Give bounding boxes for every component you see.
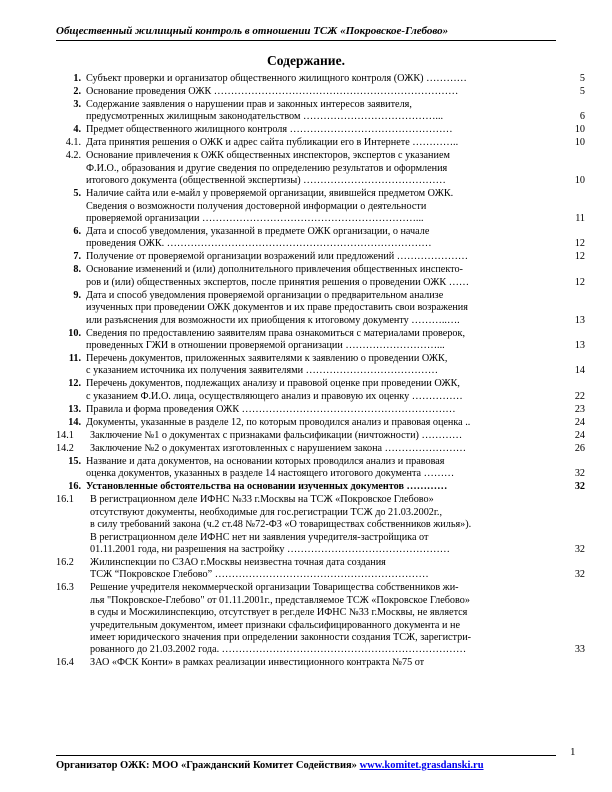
toc-entry-number: 16.1 xyxy=(56,494,74,506)
toc-entry-text: В регистрационном деле ИФНС нет ни заявления учредителя-застройщика от xyxy=(90,531,429,543)
toc-entry xyxy=(60,124,585,136)
toc-entry-text: Предмет общественного жилищного контроля ………………………………………… xyxy=(86,124,453,136)
toc-entry-text: Субъект проверки и организатор общественного жилищного контроля (ОЖК) ………… xyxy=(86,73,467,84)
toc-entry-text: Дата и способ уведомления проверяемой организации о предварительном анализе xyxy=(86,289,444,301)
toc-entry-number: 14.1 xyxy=(56,429,74,441)
toc-entry-text: проведенных ГЖИ в отношении проверяемой организации ………………………... xyxy=(86,340,445,352)
toc-entry-number: 15. xyxy=(68,455,81,467)
toc-entry-page: 26 xyxy=(574,442,585,454)
toc-entry-page: 32 xyxy=(574,569,585,581)
toc-entry-text: Сведения по предоставлению заявителям права ознакомиться с материалами проверок, xyxy=(86,327,465,339)
toc-entry-text: Название и дата документов, на основании которых проводился анализ и правовая xyxy=(86,455,445,467)
toc-entry-text: Перечень документов, приложенных заявителями к заявлению о проведении ОЖК, xyxy=(86,353,448,365)
toc-entry-number: 1. xyxy=(73,73,81,84)
toc-entry-page xyxy=(551,657,585,669)
toc-entry-page: 23 xyxy=(574,403,585,415)
toc-entry xyxy=(60,86,585,98)
toc-entry-text: в суды и Мосжилинспекцию, отсутствует в рег.деле ИФНС №33 г.Москвы, не является xyxy=(90,607,468,619)
toc-entry-page: 22 xyxy=(574,390,585,402)
toc-entry-page: 10 xyxy=(574,137,585,149)
toc-entry-text: Основание проведения ОЖК ……………………………………………………………… xyxy=(86,86,459,97)
toc-entry-text: или разъяснения для возможности их приобщения к итоговому документу ………..…. xyxy=(86,314,460,326)
footer-site-link[interactable]: www.komitet.grasdanski.ru xyxy=(359,760,484,771)
toc-entry-number: 16.4 xyxy=(56,657,74,669)
toc-entry xyxy=(56,657,585,669)
footer-organizer: Организатор ОЖК: МОО «Гражданский Комитет Содействия» xyxy=(56,760,357,771)
toc-entry-text: Наличие сайта или е-майл у проверяемой организации, явившейся предметом ОЖК. xyxy=(86,188,454,200)
toc-entry-text: В регистрационном деле ИФНС №33 г.Москвы на ТСЖ «Покровское Глебово» xyxy=(90,494,434,506)
toc-entry xyxy=(60,290,585,327)
toc-entry xyxy=(56,429,585,442)
toc-entry-text: лья "Покровское-Глебово" от 01.11.2001г., представляемое ТСЖ «Покровское Глебово» xyxy=(90,594,470,606)
toc-entry-text: Заключение №2 о документах изготовленных с нарушением закона …………………… xyxy=(90,442,467,454)
toc-entry xyxy=(56,442,585,455)
toc-entry-number: 11. xyxy=(68,353,81,365)
toc-entry-page: 5 xyxy=(579,86,585,97)
toc-entry xyxy=(56,582,585,656)
toc-entry xyxy=(60,404,585,416)
page-footer xyxy=(56,755,556,773)
toc-entry-text: Перечень документов, подлежащих анализу и правовой оценке при проведении ОЖК, xyxy=(86,378,460,390)
toc-entry-text: проведения ОЖК. …………………………………………………………………… xyxy=(86,238,432,250)
toc-entry-number: 8. xyxy=(73,264,81,276)
toc-entry-text: Решение учредителя некоммерческой организации Товарищества собственников жи- xyxy=(90,582,459,594)
toc-entry xyxy=(60,137,585,149)
toc-entry-page: 13 xyxy=(574,340,585,352)
toc-entry-text: Установленные обстоятельства на основании изученных документов ………… xyxy=(86,481,448,493)
toc-entry-page: 10 xyxy=(574,124,585,136)
toc-entry-number: 2. xyxy=(73,86,81,97)
toc-entry-number: 9. xyxy=(73,289,81,301)
toc-entry-page: 32 xyxy=(574,468,585,480)
toc-entry-text: Содержание заявления о нарушении прав и законных интересов заявителя, xyxy=(86,99,412,110)
toc-entry-number: 16.3 xyxy=(56,582,74,594)
toc-entry-page: 12 xyxy=(574,238,585,250)
toc-entry-text: Правила и форма проведения ОЖК ……………………………………………………… xyxy=(86,403,456,415)
toc-entry-page: 10 xyxy=(574,175,585,187)
running-header: Общественный жилищный контроль в отношении ТСЖ «Покровское-Глебово» xyxy=(56,24,556,41)
toc-entry xyxy=(60,417,585,429)
toc-entry xyxy=(60,264,585,289)
toc-entry xyxy=(60,378,585,403)
toc-entry-page: 24 xyxy=(574,416,585,428)
toc-entry xyxy=(60,251,585,263)
toc-entry-text: имеет юридического значения при определении законности создания ТСЖ, зарегистри- xyxy=(90,631,472,643)
toc-entry-text: ЗАО «ФСК Конти» в рамках реализации инвестиционного контракта №75 от xyxy=(90,657,425,669)
toc-entry-text: 01.11.2001 года, ни разрешения на застройку ………………………………………… xyxy=(90,543,450,555)
toc-entry xyxy=(60,481,585,493)
page-title: Содержание. xyxy=(267,53,345,68)
toc-entry-text: Ф.И.О., образования и другие сведения по определению результатов и оформления xyxy=(86,162,448,174)
toc-entry-text: изученных при проведении ОЖК документов и их праве предоставить свои возражения xyxy=(86,302,468,314)
toc-entry-text: Основание привлечения к ОЖК общественных инспекторов, экспертов с указанием xyxy=(86,150,450,162)
toc-entry-text: с указанием источника их получения заявителями ………………………………… xyxy=(86,365,439,377)
toc-entry-number: 16.2 xyxy=(56,556,74,568)
toc-entry-text: оценка документов, указанных в разделе 14 настоящего итогового документа ……… xyxy=(86,468,455,480)
toc-entry-number: 12. xyxy=(68,378,81,390)
toc-entry-number: 5. xyxy=(73,188,81,200)
toc-entry xyxy=(60,188,585,225)
toc-entry xyxy=(60,328,585,353)
toc-entry xyxy=(60,73,585,85)
toc-entry xyxy=(60,456,585,481)
toc-entry-number: 6. xyxy=(73,226,81,238)
toc-entry-text: Заключение №1 о документах с признаками фальсификации (ничтожности) ………… xyxy=(90,429,463,441)
toc-entry-number: 4. xyxy=(73,124,81,136)
toc-entry-text: учредительным документом, имеет признаки сфальсифицированного документа и не xyxy=(90,619,460,631)
toc-entry-page: 12 xyxy=(574,251,585,263)
toc-entry-text: ров и (или) общественных экспертов, после принятия решения о проведении ОЖК …… xyxy=(86,276,470,288)
toc-entry xyxy=(60,353,585,378)
toc-entry-page: 32 xyxy=(574,481,585,493)
toc-entry-number: 4.2. xyxy=(65,150,81,162)
toc-entry-page: 32 xyxy=(574,543,585,555)
toc-entry-page: 6 xyxy=(579,111,585,123)
toc-entry-text: в силу требований закона (ч.2 ст.48 №72-ФЗ «О товариществах собственников жилья»). xyxy=(90,519,472,531)
toc-entry-text: с указанием Ф.И.О. лица, осуществляющего анализ и правовую их оценку …………… xyxy=(86,390,463,402)
toc-entry-text: Основание изменений и (или) дополнительного привлечения общественных инспекто- xyxy=(86,264,463,276)
toc-entry-text: проверяемой организации ………………………………………………………... xyxy=(86,213,424,225)
toc-entry-number: 4.1. xyxy=(65,137,81,149)
toc-entry-text: Дата и способ уведомления, указанной в предмете ОЖК организации, о начале xyxy=(86,226,430,238)
toc-entry-text: Получение от проверяемой организации возражений или предложений ………………… xyxy=(86,251,469,263)
toc-entry-page: 13 xyxy=(574,314,585,326)
toc-entry-page: 12 xyxy=(574,276,585,288)
toc-entry-text: рованного до 21.03.2002 года. ……………………………………………………………… xyxy=(90,644,467,656)
page-number: 1 xyxy=(570,746,576,758)
toc-entry-page: 24 xyxy=(574,429,585,441)
toc-entry-number: 13. xyxy=(68,403,81,415)
toc-entry xyxy=(60,226,585,251)
toc-entry xyxy=(60,99,585,124)
toc-entry-page: 14 xyxy=(574,365,585,377)
toc-entry-text: ТСЖ “Покровское Глебово” ……………………………………………………… xyxy=(90,569,429,581)
toc-entry-page: 5 xyxy=(579,73,585,84)
toc-entry-page: 11 xyxy=(575,213,585,225)
toc-entry-text: Документы, указанные в разделе 12, по которым проводился анализ и правовая оценка .. xyxy=(86,416,471,428)
table-of-contents xyxy=(56,73,585,670)
toc-entry-text: итогового документа (общественной экспертизы) …………………………………… xyxy=(86,175,446,187)
toc-entry-text: предусмотренных жилищным законодательством …………………………………... xyxy=(86,111,444,123)
toc-entry xyxy=(60,150,585,187)
toc-entry xyxy=(56,494,585,556)
toc-entry-text: Дата принятия решения о ОЖК и адрес сайта публикации его в Интернете ………….. xyxy=(86,137,459,149)
toc-entry-number: 16. xyxy=(68,481,81,493)
toc-entry-number: 14. xyxy=(68,416,81,428)
toc-entry xyxy=(56,556,585,582)
toc-entry-number: 3. xyxy=(73,99,81,110)
toc-entry-page: 33 xyxy=(574,644,585,656)
toc-entry-text: отсутствуют документы, необходимые для гос.регистрации ТСЖ до 21.03.2002г., xyxy=(90,506,442,518)
toc-entry-number: 14.2 xyxy=(56,442,74,454)
toc-entry-text: Сведения о возможности получения достоверной информации о деятельности xyxy=(86,200,427,212)
toc-entry-text: Жилинспекции по СЗАО г.Москвы неизвестна точная дата создания xyxy=(90,556,386,568)
toc-entry-number: 10. xyxy=(68,327,81,339)
toc-entry-number: 7. xyxy=(73,251,81,263)
